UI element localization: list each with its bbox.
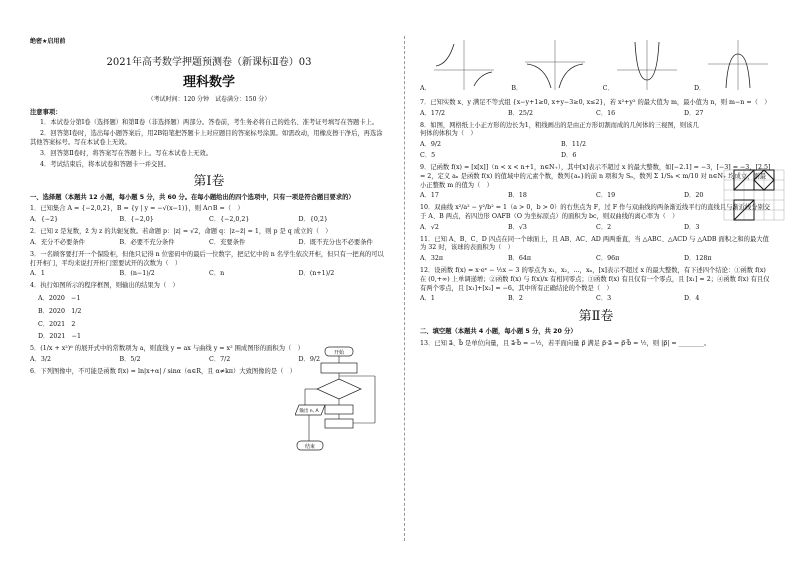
three-view-grid-figure [722,168,790,230]
note-item: 2．回答第Ⅰ卷时，选出每小题答案后，用2B铅笔把答题卡上对应题目的答案标号涂黑。如需改动，用橡皮擦干净后，再选涂其他答案标号。写在本试卷上无效。 [30,130,383,147]
flowchart-process-1 [325,405,353,414]
question-stem: 8．如图，网格纸上小正方形的边长为1，粗线画出的是由正方形切割而成的几何体的三视图，则该几何体的体积为（ ） [420,121,699,138]
option-b: B．25/2 [508,109,534,117]
question-1 [30,205,388,225]
note-item: 1．本试卷分第Ⅰ卷（选择题）和第Ⅱ卷（非选择题）两部分。答卷前，考生务必将自己的姓名、准考证号填写在答题卡上。 [40,119,379,127]
option-c: C．充要条件 [209,238,246,246]
option-b: B．18 [508,192,527,200]
exam-info: （考试时间：120 分钟 试卷满分：150 分） [147,96,271,104]
graph-option-d [694,40,772,94]
question-stem: 10．双曲线 x²/a² − y²/b² = 1（a > 0，b > 0）的右焦点为 F，过 F 作与双曲线的两条渐近线平行的直线且与渐近线分别交于 A、B 两点，若四边形 OAFB（O 为坐标原点）的面积为 bc，则双曲线的离心率为（ ） [420,204,771,220]
option-d: D．3 [684,223,700,231]
option-c: C．3 [596,295,612,303]
question-options [420,295,772,304]
option-d: D．2021 −1 [38,333,81,341]
question-stem: 1．已知集合 A = {−2,0,2}，B = {y | y = −√(x−1)}，则 A∩B =（ ） [30,205,244,213]
option-c: C．7/2 [209,356,231,364]
question-stem: 11．已知 A、B、C、D 四点在同一个球面上，且 AB、AC、AD 两两垂直，当 △ABC、△ACD 与 △ADB 面积之和的最大值为 32 时，该球的表面积为（ ） [420,235,769,252]
question-stem: 5．(1/x + x²)⁶ 的展开式中的常数项为 a，则直线 y = ax 与曲线 y = x² 围成图形的面积为（ ） [30,345,304,353]
question-stem: 3．一名顾客要打开一个保险柜，但他只记得 n 位密码中的最后一位数字，把记忆中的 n 名学生依次开柜，但只有一把真的可以打开柜门，平均来说打开柜门需要试开的次数为（ ） [30,250,384,267]
option-a: A．2020 −1 [38,294,81,302]
option-c: C．96π [596,255,620,263]
option-d: D．{0,2} [298,216,328,224]
note-item: 3．回答第Ⅱ卷时，将答案写在答题卡上。写在本试卷上无效。 [40,149,213,157]
option-d: D．9/2 [298,356,320,364]
question-options [420,152,702,161]
question-11 [420,236,772,264]
option-b: B．{−2,0} [119,216,154,224]
option-d: D．27 [684,109,704,117]
exam-subject: 理科数学 [182,75,235,90]
option-c: C．19 [596,192,616,200]
flowchart-output-label: 输出 n, A [299,409,319,414]
option-d: D．4 [684,295,700,303]
question-2 [30,228,388,248]
option-a: A．1 [420,295,435,303]
option-a: A．3/2 [30,356,51,364]
option-b: B．(n−1)/2 [119,270,155,278]
left-column [30,36,388,377]
option-b: B．√3 [508,223,527,231]
graph-a-icon [434,40,494,90]
option-a: A．{−2} [30,216,59,224]
graph-d-icon [708,40,768,90]
option-b: B．5/2 [119,356,141,364]
graph-label: C． [602,85,614,93]
graph-option-a [420,40,498,94]
option-a: A．√2 [420,223,439,231]
question-options [420,141,702,150]
question-stem: 7．已知实数 x、y 满足不等式组 {x−y+1≥0, x+y−3≥0, x≤2}，若 x²+y² 的最大值为 m，最小值为 n，则 m−n =（ ） [420,99,771,106]
flowchart-end-label: 结束 [304,444,316,450]
option-d: D．6 [561,152,577,160]
question-3 [30,251,388,279]
option-b: B．2020 1/2 [38,307,82,315]
flowchart-process-2 [325,419,353,428]
question-options [420,110,772,119]
option-a: A．9/2 [420,141,441,149]
option-d: D．128π [684,255,712,263]
graph-label: B． [511,85,523,93]
option-b: B．必要不充分条件 [119,238,175,246]
graph-c-icon [617,40,677,90]
option-a: A．32π [420,255,443,263]
option-a: A．17/2 [420,109,445,117]
graph-label: D． [693,85,706,93]
option-c: C．{−2,0,2} [209,216,250,224]
question-options [420,224,772,233]
graph-option-b [511,40,589,94]
question-stem: 9．记函数 f(x) = [x[x]]（n < x < n+1，n∈N₊），其中[x]表示不超过 x 的最大整数，如[−2.1] = −3，[−3] = −3，[2.5] = 2，定义 aₙ 是函数 f(x) 的值域中的元素个数，数列{aₙ}的前 n 项和为 Sₙ，数列 Σ 1/Sₖ < m/10 对 n∈N₊ 均成立，则最小正整数 m 的值为（ ） [420,163,771,189]
column-divider [404,36,405,541]
notes-heading: 注意事项： [30,108,62,116]
option-d: D．(n+1)/2 [298,270,335,278]
question-stem: 2．已知 z 是复数，z̄ 为 z 的共轭复数。若命题 p：|z| = √2，命题 q：|z−z̄| = 1，则 p 是 q 成立的（ ） [30,228,332,236]
question-options [30,239,388,248]
graph-label: A． [420,85,431,93]
graph-option-c [603,40,681,94]
part1-title: 第Ⅰ卷 [193,174,225,190]
question-options [30,295,388,342]
secret-label: 绝密★启用前 [30,38,66,45]
part1-desc: 一、选择题（本题共 12 小题，每小题 5 分，共 60 分。在每小题给出的四个选项中，只有一项是符合题目要求的） [30,193,355,201]
option-c: C．2021 2 [38,320,76,328]
flowchart-figure [295,345,387,455]
part2-desc: 二、填空题（本题共 4 小题，每小题 5 分，共 20 分） [420,328,577,336]
option-c: C．n [209,270,225,278]
q6-graph-options [420,40,772,96]
question-options [30,216,388,225]
exam-title: 2021年高考数学押题预测卷（新课标Ⅱ卷）03 [106,57,312,68]
question-stem: 12．设函数 f(x) = x·eˣ − ½x − 3 的零点为 x₁，x₂，…，xₙ，[x]表示不超过 x 的最大整数，有下述四个结论：①函数 f(x) 在 (0,+∞) 上单调递增；②函数 f(x) 与 f(x)/x 有相同零点；③函数 f(x) 有且仅有一个零点，且 [x₁] = 2；④函数 f(x) 有且仅有两个零点，且 [x₁]+[x₂] = −6。其中所有正确结论的个数是（ ） [420,267,770,292]
option-b: B．64π [508,255,532,263]
question-stem: 6．下列图像中，不可能是函数 f(x) = ln|x+α| / sinα（α∈R，且 α≠kπ）大致图像的是（ ） [30,367,297,375]
question-13: 13．已知 a⃗、b⃗ 是单位向量，且 a⃗·b⃗ = −½，若平面向量 p⃗ 满足 p⃗·a⃗ = p⃗·b⃗ = ½，则 |p⃗| = ________。 [420,340,711,348]
graph-b-icon [525,40,585,90]
question-12 [420,267,772,304]
question-7 [420,99,772,119]
option-a: A．17 [420,192,439,200]
note-item: 4．考试结束后，将本试卷和答题卡一并交回。 [40,160,170,168]
question-options [420,192,772,201]
option-b: B．11/2 [561,141,587,149]
question-10 [420,204,772,232]
question-options [30,270,388,279]
question-8 [420,122,772,161]
option-a: A．充分不必要条件 [30,238,85,246]
part2-title: 第Ⅱ卷 [578,309,614,325]
option-a: A．1 [30,270,45,278]
option-c: C．5 [420,152,436,160]
question-options [420,255,772,264]
question-9 [420,164,772,201]
option-b: B．2 [508,295,523,303]
flowchart-init [321,363,357,373]
question-stem: 4．执行如图所示的程序框图，则输出的结果为（ ） [30,282,179,290]
option-d: D．既不充分也不必要条件 [298,238,373,246]
flowchart-start-label: 开始 [333,350,345,356]
right-column [420,40,772,349]
option-c: C．2 [596,223,612,231]
question-4 [30,282,388,342]
option-d: D．20 [684,192,704,200]
option-c: C．16 [596,109,616,117]
flowchart-decision [317,379,361,399]
